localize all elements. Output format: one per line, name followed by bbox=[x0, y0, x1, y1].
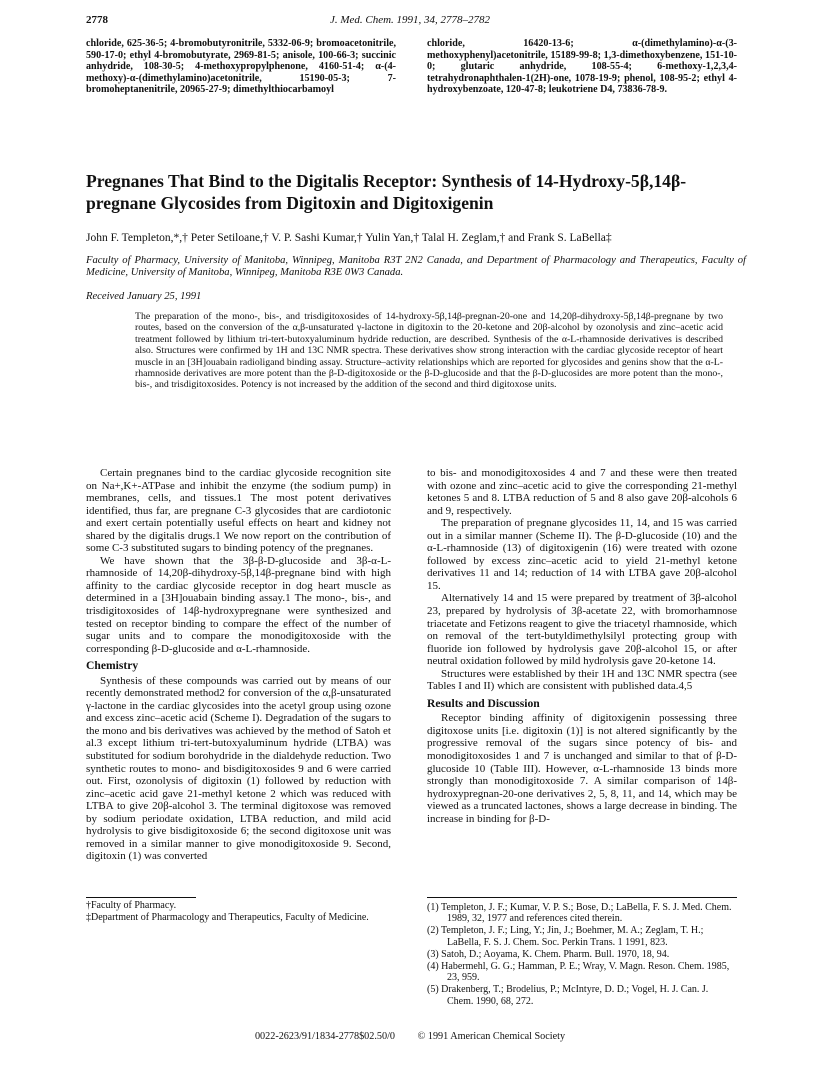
references-list bbox=[427, 902, 737, 1008]
chemistry-paragraph: Alternatively 14 and 15 were prepared by treatment of 3β-alcohol 23, prepared by hydrolysis of 3β-acetate 22, with bromorhamnose triacetate and Fetizons reagent to give the triacetyl rhamnoside, which on removal of the tert-butyldimethylsilyl protecting group with fluoride ion followed by hydrolysis gave 20β-alcohol 15, or after neutral oxidation followed by mild hydrolysis gave 20-ketone 14. bbox=[427, 592, 737, 668]
body-right-column bbox=[427, 467, 737, 825]
reference-item: (1) Templeton, J. F.; Kumar, V. P. S.; Bose, D.; LaBella, F. S. J. Med. Chem. 1989, 32, 1977 and references cited therein. bbox=[427, 902, 732, 925]
section-heading-chemistry: Chemistry bbox=[86, 659, 139, 673]
footnotes bbox=[86, 900, 391, 923]
body-left-column bbox=[86, 467, 391, 863]
footnote-divider bbox=[86, 897, 196, 898]
chemistry-paragraph: The preparation of pregnane glycosides 11, 14, and 15 was carried out in a similar manner (Scheme II). The β-D-glucoside (10) and the α-L-rhamnoside (13) of digitoxigenin (16) were treated with ozone followed by excess zinc–acetic acid to yield 21-methyl ketone derivatives 11 and 14; reduction of 14 with LTBA gave 20β-alcohol 15. bbox=[427, 517, 737, 592]
affiliation: Faculty of Pharmacy, University of Manitoba, Winnipeg, Manitoba R3T 2N2 Canada, and Department of Pharmacology and Therapeutics, Faculty of Medicine, University of Manitoba, Winnipeg, Manitoba R3E 0W3 Canada. bbox=[86, 255, 746, 279]
reference-item: (2) Templeton, J. F.; Ling, Y.; Jin, J.; Boehmer, M. A.; Zeglam, T. H.; LaBella, F. S. J. Chem. Soc. Perkin Trans. 1 1991, 823. bbox=[427, 925, 704, 948]
article-title: Pregnanes That Bind to the Digitalis Receptor: Synthesis of 14-Hydroxy-5β,14β-pregnane Glycosides from Digitoxin and Digitoxigenin bbox=[86, 171, 687, 213]
author-list: John F. Templeton,*,† Peter Setiloane,† V. P. Sashi Kumar,† Yulin Yan,† Talal H. Zeglam,† and Frank S. LaBella‡ bbox=[86, 232, 612, 244]
abstract: The preparation of the mono-, bis-, and trisdigitoxosides of 14-hydroxy-5β,14β-pregnan-20-one and 14,20β-dihydroxy-5β,14β-pregnane by two routes, based on the conversion of the α,β-unsaturated γ-lactone in digitoxin to the 20-ketone and 20β-alcohol by ozonolysis and zinc–acetic acid treatment followed by lithium tri-tert-butoxyaluminum hydride reduction, are described. Synthesis of the α-L-rhamnoside derivatives is described also. Structures were confirmed by 1H and 13C NMR spectra. These derivatives show strong interaction with the cardiac glycoside receptor of heart muscle in an [3H]ouabain radioligand binding assay. Structure–activity relationships which are reported for glycosides and genins show that the α-L-rhamnoside derivatives are more potent than the β-D-digitoxoside or the β-D-glucoside and that the β-D-glucosides are more potent than the mono-, bis-, and trisdigitoxosides. Potency is not increased by the addition of the second and third digitoxose units. bbox=[135, 311, 723, 391]
reference-item: (5) Drakenberg, T.; Brodelius, P.; McIntyre, D. D.; Vogel, H. J. Can. J. Chem. 1990, 68, 272. bbox=[427, 984, 709, 1007]
footnote: ‡Department of Pharmacology and Therapeutics, Faculty of Medicine. bbox=[86, 911, 369, 923]
received-date: Received January 25, 1991 bbox=[86, 291, 202, 302]
references-divider bbox=[427, 897, 737, 898]
chemistry-continued-paragraph: to bis- and monodigitoxosides 4 and 7 and these were then treated with ozone and zinc–acetic acid to give the corresponding 21-methyl ketones 5 and 8. LTBA reduction of 5 and 8 also gave 20β-alcohols 6 and 9, respectively. bbox=[427, 467, 737, 517]
continued-registry-right: chloride, 16420-13-6; α-(dimethylamino)-α-(3-methoxyphenyl)acetonitrile, 15189-99-8; 1,3-dimethoxybenzene, 151-10-0; glutaric anhydride, 108-55-4; 6-methoxy-1,2,3,4-tetrahydronaphthalen-1(2H)-one, 1078-19-9; phenol, 108-95-2; ethyl 4-hydroxybenzoate, 120-47-8; leukotriene D4, 73836-78-9. bbox=[427, 38, 737, 96]
running-header bbox=[86, 14, 734, 30]
intro-paragraph: Certain pregnanes bind to the cardiac glycoside recognition site on Na+,K+-ATPase and inhibit the enzyme (the sodium pump) in membranes, cells, and tissues.1 The most potent derivatives identified, thus far, are pregnane C-3 glycosides that are cardiotonic and exert certain potentially useful effects on heart and kidney not shared by the digitalis drugs.1 We now report on the contribution of some C-3 substituted sugars to binding potency of the pregnanes. bbox=[86, 467, 391, 555]
reference-item: (4) Habermehl, G. G.; Hamman, P. E.; Wray, V. Magn. Reson. Chem. 1985, 23, 959. bbox=[427, 961, 730, 984]
results-paragraph: Receptor binding affinity of digitoxigenin possessing three digitoxose units [i.e. digitoxin (1)] is not altered significantly by the progressive removal of the sugars since potency of bis- and monodigitoxosides 1 and 7 is unchanged and similar to that of β-D-glucoside 10 (Table III). However, α-L-rhamnoside 13 binds more strongly than monodigitoxoside 7. A similar comparison of 14β-hydroxypregnan-20-one derivatives 2, 5, 8, 11, and 14, which may be viewed as a truncated lactones, shows a large decrease in binding. The increase in binding for β-D- bbox=[427, 712, 737, 825]
copyright-notice: © 1991 American Chemical Society bbox=[417, 1031, 566, 1042]
section-heading-results: Results and Discussion bbox=[427, 696, 540, 710]
page-number: 2778 bbox=[86, 14, 108, 26]
footnote: †Faculty of Pharmacy. bbox=[86, 900, 177, 911]
journal-citation: J. Med. Chem. 1991, 34, 2778–2782 bbox=[329, 14, 491, 26]
chemistry-paragraph: Synthesis of these compounds was carried out by means of our recently demonstrated method2 for conversion of the α,β-unsaturated γ-lactone in the cardiac glycosides into the acetyl group using ozone and excess zinc–acetic acid (Scheme I). Degradation of the sugars to the mono and bis derivatives was achieved by the method of Satoh et al.3 except lithium tri-tert-butoxyaluminum hydride (LTBA) was substituted for sodium borohydride in the dialdehyde reduction. Two synthetic routes to mono- and bisdigitoxosides 9 and 6 were carried out. First, ozonolysis of digitoxin (1) followed by reduction with zinc–acetic acid gave 21-methyl ketone 2 which was reduced with LTBA to give 20β-alcohol 3. The terminal digitoxose was removed by sodium periodate oxidation, LTBA reduction, and mild acid hydrolysis to give bisdigitoxoside 6; the second digitoxose unit was removed in a similar manner to give monodigitoxoside 9. Second, digitoxin (1) was converted bbox=[86, 674, 391, 863]
article-code: 0022-2623/91/1834-2778$02.50/0 bbox=[254, 1031, 396, 1042]
reference-item: (3) Satoh, D.; Aoyama, K. Chem. Pharm. Bull. 1970, 18, 94. bbox=[427, 948, 670, 960]
chemistry-paragraph: Structures were established by their 1H and 13C NMR spectra (see Tables I and II) which are consistent with published data.4,5 bbox=[427, 667, 737, 693]
page-footer bbox=[0, 1031, 820, 1042]
intro-paragraph: We have shown that the 3β-β-D-glucoside and 3β-α-L-rhamnoside of 14,20β-dihydroxy-5β,14β-pregnane bind with high affinity to the cardiac glycoside receptor in dog heart muscle as determined in a [3H]ouabain binding assay.1 The mono-, bis-, and trisdigitoxosides of 14β-hydroxypregnane were synthesized and tested on receptor binding to compare the effect of the number of sugar units and to compare the monodigitoxoside with the corresponding β-D-glucoside and α-L-rhamnoside. bbox=[86, 554, 391, 655]
continued-registry-left: chloride, 625-36-5; 4-bromobutyronitrile, 5332-06-9; bromoacetonitrile, 590-17-0; ethyl 4-bromobutyrate, 2969-81-5; anisole, 100-66-3; succinic anhydride, 108-30-5; 4-methoxypropylphenone, 4160-51-4; α-(4-methoxy)-α-(dimethylamino)acetonitrile, 15190-05-3; 7-bromoheptanenitrile, 20965-27-9; dimethylthiocarbamoyl bbox=[86, 38, 396, 96]
